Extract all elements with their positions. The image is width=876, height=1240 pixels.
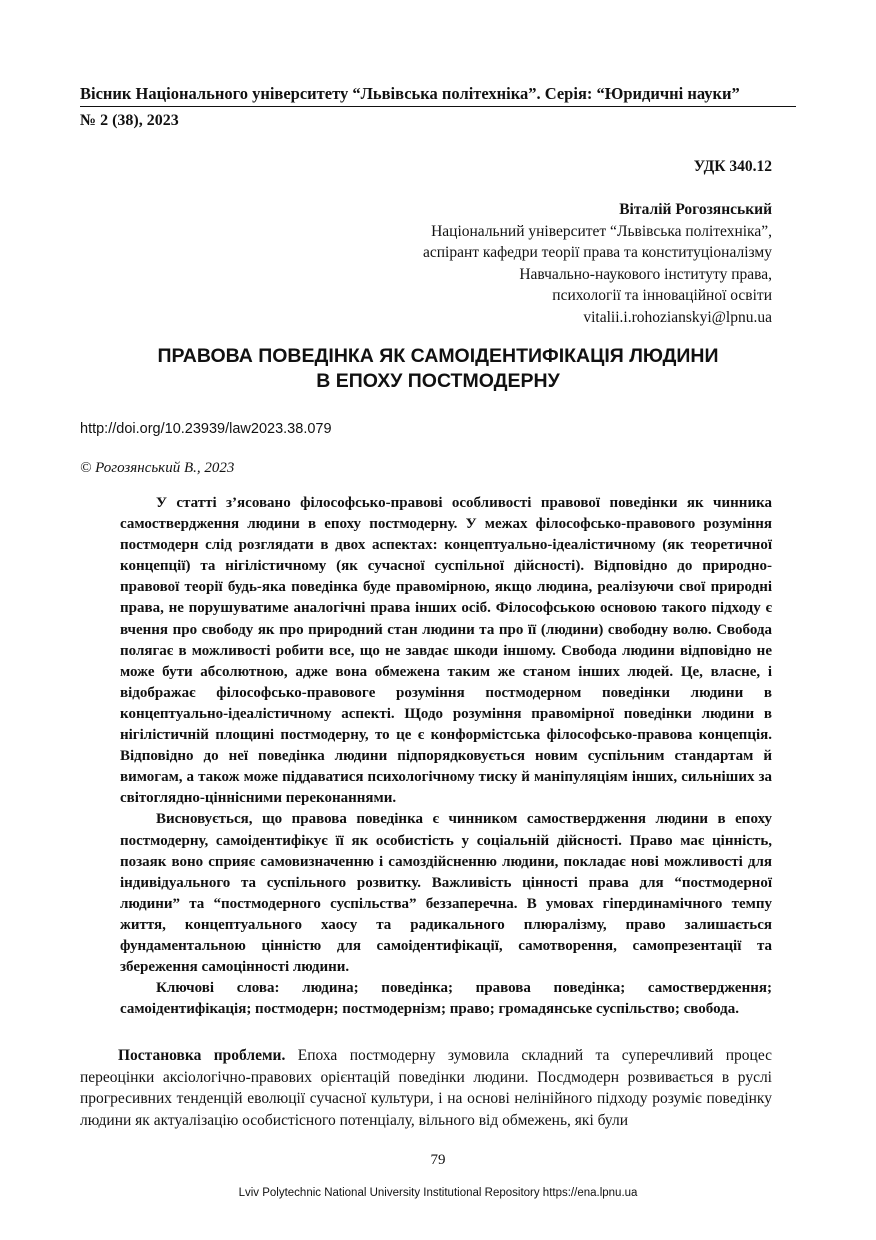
page-number: 79 xyxy=(430,1152,446,1168)
doi-link[interactable]: http://doi.org/10.23939/law2023.38.079 xyxy=(80,421,332,437)
author-affiliation-line: Навчально-наукового інституту права, xyxy=(519,265,772,283)
copyright-notice: © Рогозянський В., 2023 xyxy=(80,460,235,476)
author-affiliation-line: Національний університет “Львівська політехніка”, xyxy=(431,222,772,240)
author-email[interactable]: vitalii.i.rohozianskyi@lpnu.ua xyxy=(583,308,772,326)
body-text xyxy=(80,1045,772,1131)
author-affiliation-line: аспірант кафедри теорії права та конституціоналізму xyxy=(422,244,772,261)
issue-number: № 2 (38), 2023 xyxy=(80,112,179,129)
header-rule xyxy=(80,106,796,107)
keywords: Ключові слова: людина; поведінка; правова поведінка; самоствердження; самоідентифікація; постмодерн; постмодернізм; право; громадянське суспільство; свобода. xyxy=(120,980,772,1018)
body-paragraph xyxy=(80,1045,772,1131)
abstract-paragraph: Висновується, що правова поведінка є чинником самоствердження людини в епоху постмодерну, самоідентифікує її як особистість у соціальній дійсності. Право має цінність, позаяк воно сприяє самовизначенню і самоздійсненню людини, покладає нові можливості для індивідуального та суспільного розвитку. Важливість цінності права для “постмодерної людини” та “постмодерного суспільства” беззаперечна. В умовах гіпердинамічного темпу життя, концептуального хаосу та радикального плюралізму, право залишається фундаментальною цінністю для самоідентифікації, самотворення, самопрезентації та збереження самоцінності людини. xyxy=(120,811,772,976)
journal-title: Вісник Національного університету “Львівська політехніка”. Серія: “Юридичні науки” xyxy=(80,84,740,103)
abstract xyxy=(120,493,772,1020)
udk-code: УДК 340.12 xyxy=(693,158,772,175)
article-title xyxy=(80,344,796,394)
abstract-paragraph: У статті з’ясовано філософсько-правові особливості правової поведінки як чинника самоствердження людини в епоху постмодерну. У межах філософсько-правового розуміння постмодерн слід розглядати в двох аспектах: концептуально-ідеалістичному (як теоретичної концепції) та нігілістичному (як сучасної суспільної дійсності). Відповідно до природно-правової теорії будь-яка поведінка буде правомірною, якщо людина, реалізуючи свої природні права, не порушуватиме аналогічні права інших осіб. Філософською основою такого підходу є вчення про свободу як про природний стан людини та про її (людини) свободну волю. Свобода полягає в можливості робити все, що не завдає шкоди іншому. Свобода людини відповідно не може бути абсолютною, адже вона обмежена таким же станом інших людей. Це, власне, і відображає філософсько-правовогe розуміння постмодерном поведінки людини в концептуально-ідеалістичному аспекті. Щодо розуміння правомірної поведінки людини в нігілістичній площині постмодерну, то це є конформістська філософсько-правова концепція. Відповідно до неї поведінка людини підпорядковується новим суспільним стандартам й вимогам, а також може піддаватися психологічному тиску й маніпуляціям інших, сильніших за світоглядно-ціннісними переконаннями. xyxy=(120,495,772,807)
body-paragraph-text: Епоха постмодерну зумовила складний та суперечливий процес переоцінки аксіологічно-правових орієнтацій поведінки людини. Посдмодерн розвивається в руслі прогресивних тенденцій еволюції сучасної культури, і на основі нелінійного підходу розуміє поведінку людини як актуалізацію особистісного потенціалу, вільного від обмежень, які були xyxy=(80,1047,772,1129)
author-affiliation-line: психології та інноваційної освіти xyxy=(552,287,772,304)
author-block xyxy=(423,199,772,328)
author-name: Віталій Рогозянський xyxy=(619,201,772,218)
section-heading-inline: Постановка проблеми. xyxy=(118,1047,286,1064)
article-title-line: В ЕПОХУ ПОСТМОДЕРНУ xyxy=(316,370,560,392)
article-title-line: ПРАВОВА ПОВЕДІНКА ЯК САМОІДЕНТИФІКАЦІЯ ЛЮДИНИ xyxy=(157,345,719,367)
repository-footer: Lviv Polytechnic National University Institutional Repository https://ena.lpnu.ua xyxy=(238,1187,638,1199)
